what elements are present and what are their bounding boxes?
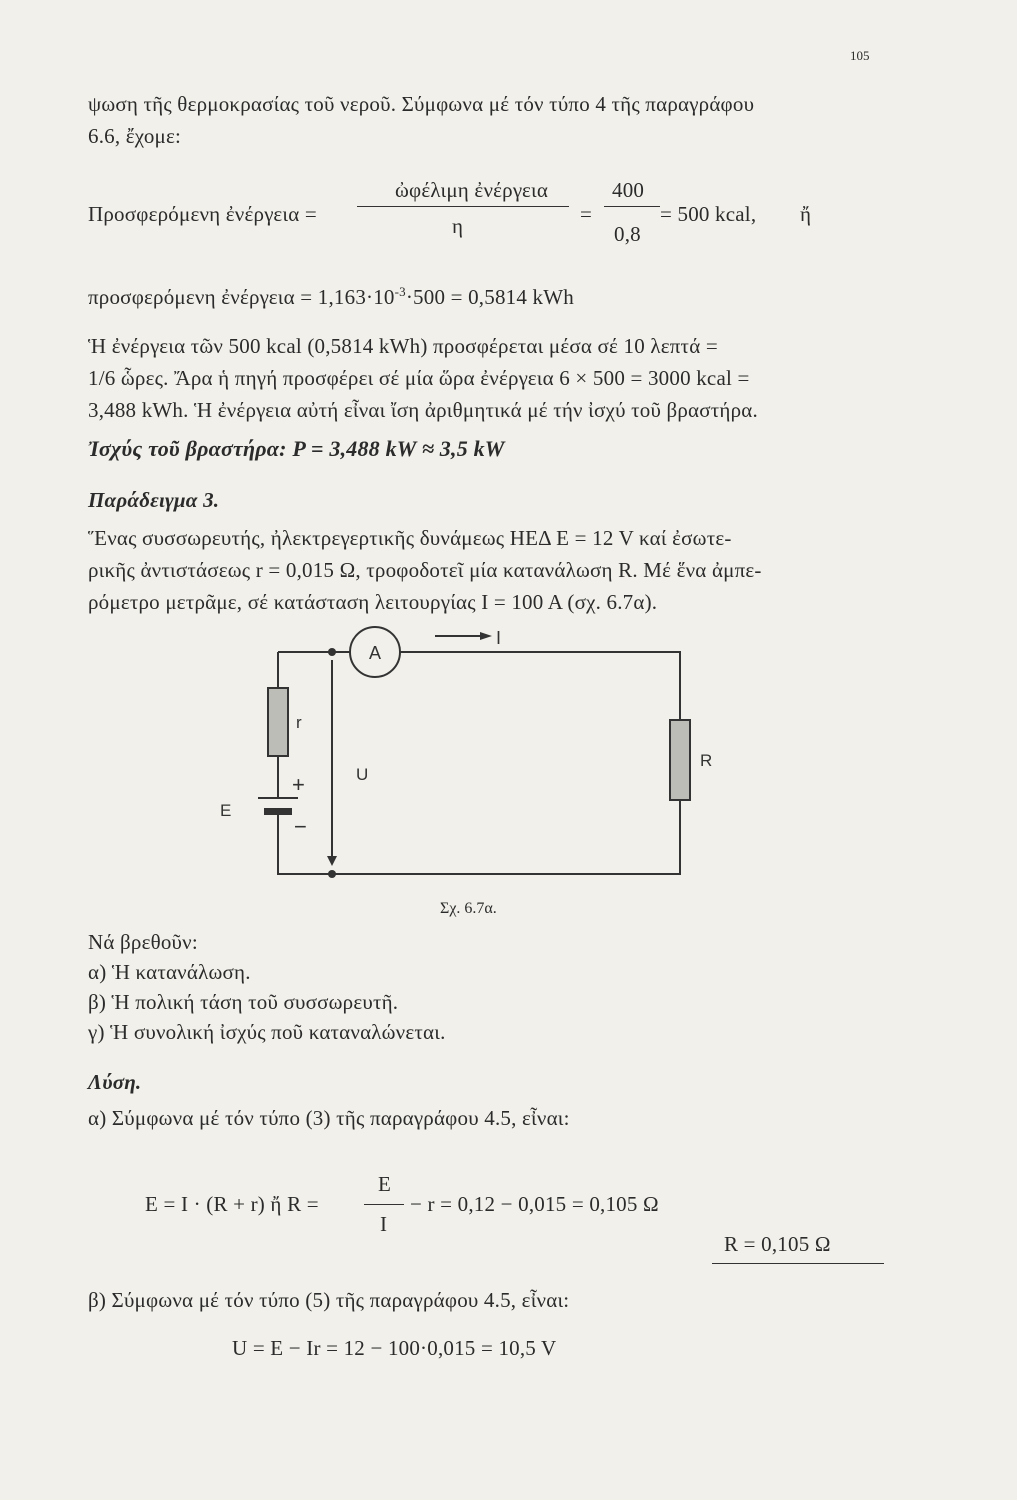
emf-label: E	[220, 801, 232, 820]
eq1-result: = 500 kcal,	[660, 202, 757, 226]
eq1-fraction-bar	[357, 206, 569, 207]
example-line-3: ρόμετρο μετρᾶμε, σέ κατάσταση λειτουργίας I = 100 A (σχ. 6.7α).	[88, 590, 658, 614]
eq1-equals: =	[580, 202, 593, 226]
plus-label: +	[292, 772, 305, 797]
example-line-2: ρικῆς ἀντιστάσεως r = 0,015 Ω, τροφοδοτεῖ μία κατανάλωση R. Μέ ἕνα ἀμπε-	[88, 558, 762, 582]
voltage-label: U	[356, 765, 369, 784]
load-label: R	[700, 751, 713, 770]
sol-b-eq: U = E − Ir = 12 − 100·0,015 = 10,5 V	[232, 1336, 557, 1360]
ammeter-label: A	[368, 643, 382, 663]
voltage-arrowhead	[327, 856, 337, 866]
eq1-lhs: Προσφερόμενη ἐνέργεια =	[88, 202, 317, 226]
right-wire	[278, 800, 680, 874]
top-wire-right	[400, 652, 680, 720]
tasks-heading: Νά βρεθοῦν:	[88, 930, 198, 954]
solution-heading: Λύση.	[88, 1070, 142, 1094]
sol-a-result: R = 0,105 Ω	[724, 1232, 831, 1256]
eq1-fraction-bar-2	[604, 206, 660, 207]
eq1-numerator-2: 400	[612, 178, 645, 202]
intro-line-2: 6.6, ἔχομε:	[88, 124, 182, 148]
eq2-exponent: -3	[394, 284, 406, 299]
internal-resistor-icon	[268, 688, 288, 756]
eq1-numerator: ὠφέλιμη ἐνέργεια	[395, 178, 549, 202]
sol-a-result-underline	[712, 1263, 884, 1264]
eq1-or: ἤ	[800, 202, 812, 226]
para1-line-1: Ἡ ἐνέργεια τῶν 500 kcal (0,5814 kWh) προσφέρεται μέσα σέ 10 λεπτά =	[88, 334, 718, 358]
para1-line-2: 1/6 ὧρες. Ἄρα ἡ πηγή προσφέρει σέ μία ὥρα ἐνέργεια 6 × 500 = 3000 kcal =	[88, 366, 750, 390]
node-top	[328, 648, 336, 656]
sol-b-text: β) Σύμφωνα μέ τόν τύπο (5) τῆς παραγράφου 4.5, εἶναι:	[88, 1288, 570, 1312]
sol-a-eq-post: − r = 0,12 − 0,015 = 0,105 Ω	[410, 1192, 659, 1216]
task-b: β) Ἡ πολική τάση τοῦ συσσωρευτῆ.	[88, 990, 399, 1014]
minus-label: −	[294, 814, 307, 839]
figure-caption: Σχ. 6.7α.	[440, 900, 497, 917]
eq1-denominator: η	[452, 214, 464, 238]
page-number: 105	[850, 48, 870, 63]
battery-short-plate	[264, 808, 292, 815]
load-resistor-icon	[670, 720, 690, 800]
sol-a-frac-num: E	[378, 1172, 392, 1196]
eq2	[88, 284, 574, 310]
eq2-post: ·500 = 0,5814 kWh	[405, 285, 574, 309]
sol-a-eq-pre: E = I · (R + r) ἤ R =	[145, 1192, 319, 1216]
internal-r-label: r	[296, 713, 302, 732]
power-result: Ἰσχύς τοῦ βραστήρα: P = 3,488 kW ≈ 3,5 kW	[88, 436, 505, 461]
sol-a-text: α) Σύμφωνα μέ τόν τύπο (3) τῆς παραγράφου 4.5, εἶναι:	[88, 1106, 570, 1130]
eq1-denominator-2: 0,8	[614, 222, 641, 246]
circuit-diagram	[220, 620, 713, 920]
node-bottom	[328, 870, 336, 878]
example-line-1: Ἕνας συσσωρευτής, ἠλεκτρεγερτικῆς δυνάμεως ΗΕΔ E = 12 V καί ἐσωτε-	[88, 526, 732, 550]
example-heading: Παράδειγμα 3.	[88, 488, 220, 512]
current-label: I	[496, 628, 502, 648]
current-arrowhead	[480, 632, 492, 640]
sol-a-fraction-bar	[364, 1204, 404, 1205]
para1-line-3: 3,488 kWh. Ἡ ἐνέργεια αὐτή εἶναι ἴση ἀριθμητικά μέ τήν ἰσχύ τοῦ βραστήρα.	[88, 398, 758, 422]
sol-a-frac-den: I	[380, 1212, 388, 1236]
task-a: α) Ἡ κατανάλωση.	[88, 960, 251, 984]
intro-line-1: ψωση τῆς θερμοκρασίας τοῦ νεροῦ. Σύμφωνα μέ τόν τύπο 4 τῆς παραγράφου	[88, 92, 755, 116]
task-c: γ) Ἡ συνολική ἰσχύς ποῦ καταναλώνεται.	[88, 1020, 446, 1044]
eq2-pre: προσφερόμενη ἐνέργεια = 1,163·10	[88, 285, 395, 309]
